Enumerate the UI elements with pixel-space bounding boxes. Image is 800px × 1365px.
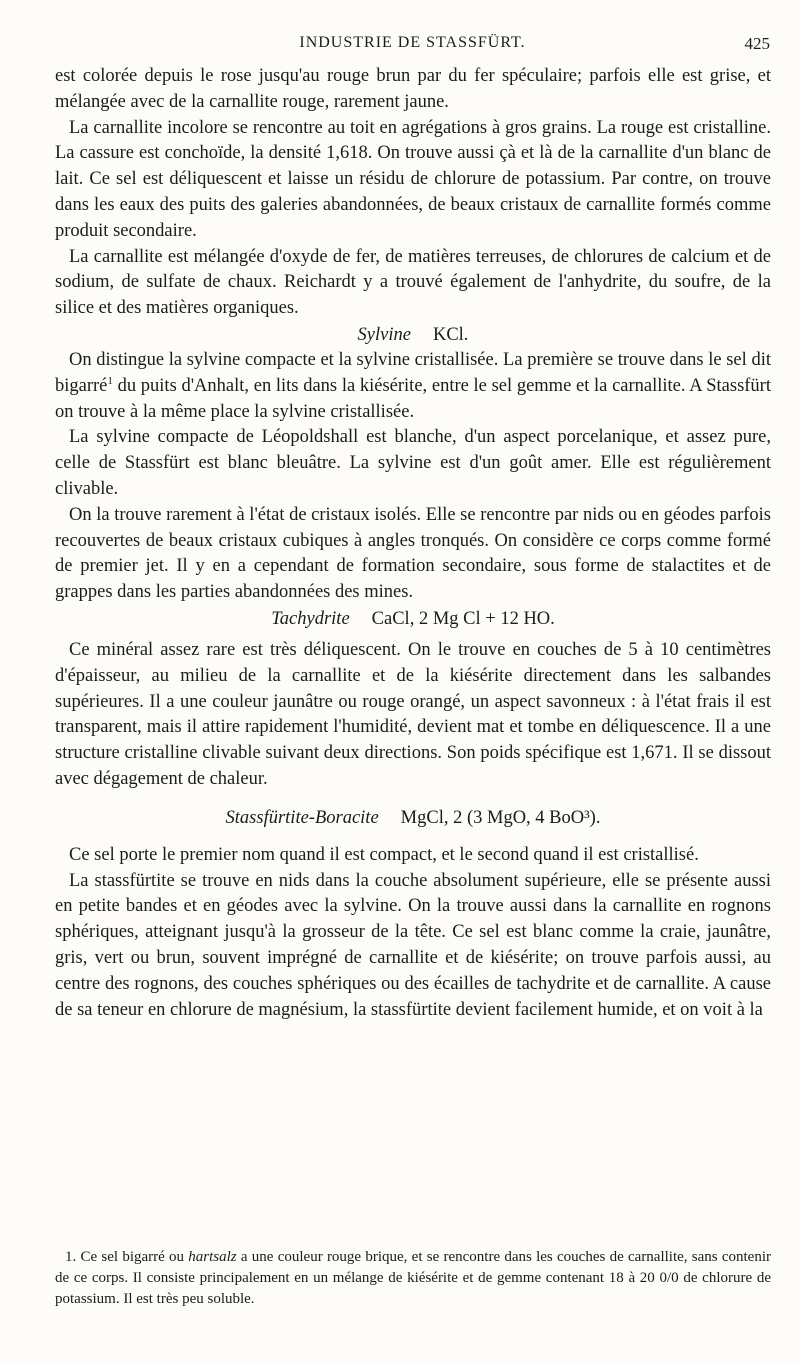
section-heading-tachydrite [55, 606, 771, 632]
paragraph-text: On distingue la sylvine compacte et la sylvine cristallisée. La première se trouve dans le sel dit bigarré [55, 349, 771, 396]
section-heading-sylvine [55, 322, 771, 348]
mineral-formula: CaCl, 2 Mg Cl + 12 HO. [371, 608, 555, 629]
mineral-formula: KCl. [432, 324, 469, 345]
footnote-text: a une couleur rouge brique, et se rencontre dans les couches de carnallite, sans contenir de ce corps. Il consiste principalement en un mélange de kiésérite et de gemme contenant 18 à 20 0/0 de chlorure de potassium. Il est très peu soluble. [55, 1249, 771, 1307]
mineral-name: Stassfürtite-Boracite [225, 807, 379, 828]
mineral-name: Tachydrite [271, 608, 350, 629]
footnote-term: hartsalz [188, 1249, 237, 1265]
footnote [55, 1247, 771, 1310]
page-number: 425 [744, 34, 770, 53]
paragraph: La carnallite est mélangée d'oxyde de fer, de matières terreuses, de chlorures de calcium et de sodium, de sulfate de chaux. Reichardt y a trouvé également de l'anhydrite, du soufre, de la silice et des matières organiques. [55, 246, 771, 319]
footnotes [55, 1247, 771, 1310]
paragraph: La stassfürtite se trouve en nids dans la couche absolument supérieure, elle se présente aussi en petite bandes et en géodes avec la sylvine. On la trouve aussi dans la carnallite en rognons sphériques, atteignant jusqu'à la grosseur de la tête. Ce sel est blanc comme la craie, jaunâtre, gris, vert ou brun, souvent imprégné de carnallite et de kiésérite; on trouve parfois aussi, au centre des rognons, des couches sphériques ou des écailles de tachydrite et de carnallite. A cause de sa teneur en chlorure de magnésium, la stassfürtite devient facilement humide, et on voit à la [55, 870, 771, 1020]
paragraph: est colorée depuis le rose jusqu'au rouge brun par du fer spéculaire; parfois elle est grise, et mélangée avec de la carnallite rouge, rarement jaune. [55, 66, 771, 112]
paragraph: La sylvine compacte de Léopoldshall est blanche, d'un aspect porcelanique, et assez pure, celle de Stassfürt est blanc bleuâtre. La sylvine est d'un goût amer. Elle est régulièrement clivable. [55, 427, 771, 499]
mineral-name: Sylvine [357, 324, 411, 345]
running-head: INDUSTRIE DE STASSFÜRT. [299, 34, 526, 51]
body-text [55, 64, 771, 1023]
footnote-marker: 1. [65, 1249, 77, 1265]
paragraph-text: du puits d'Anhalt, en lits dans la kiésérite, entre le sel gemme et la carnallite. A Stassfürt on trouve à la même place la sylvine cristallisée. [55, 375, 771, 422]
footnote-text: Ce sel bigarré ou [80, 1249, 189, 1265]
mineral-formula: MgCl, 2 (3 MgO, 4 BoO³). [400, 807, 601, 828]
paragraph [55, 348, 771, 425]
paragraph: Ce sel porte le premier nom quand il est compact, et le second quand il est cristallisé. [69, 844, 699, 865]
section-heading-stassfurtite [55, 805, 771, 831]
paragraph: La carnallite incolore se rencontre au toit en agrégations à gros grains. La rouge est cristalline. La cassure est conchoïde, la densité 1,618. On trouve aussi çà et là de la carnallite d'un blanc de lait. Ce sel est déliquescent et laisse un résidu de chlorure de potassium. Par contre, on trouve dans les eaux des puits des galeries abandonnées, de beaux cristaux de carnallite formés comme produit secondaire. [55, 117, 771, 241]
page-header [55, 34, 770, 58]
paragraph: On la trouve rarement à l'état de cristaux isolés. Elle se rencontre par nids ou en géodes parfois recouvertes de beaux cristaux cubiques à angles tronqués. On considère ce corps comme formé de premier jet. Il y en a cependant de formation secondaire, sous forme de stalactites et de grappes dans les parties abandonnées des mines. [55, 504, 771, 603]
footnote-ref: 1 [107, 374, 113, 387]
paragraph: Ce minéral assez rare est très déliquescent. On le trouve en couches de 5 à 10 centimètres d'épaisseur, au milieu de la carnallite et de la kiésérite directement dans les salbandes supérieures. Il a une couleur jaunâtre ou rouge orangé, un aspect savonneux : à l'état frais il est transparent, mais il attire rapidement l'humidité, devient mat et tombe en déliquescence. Il a une structure cristalline clivable suivant deux directions. Son poids spécifique est 1,671. Il se dissout avec dégagement de chaleur. [55, 639, 771, 789]
